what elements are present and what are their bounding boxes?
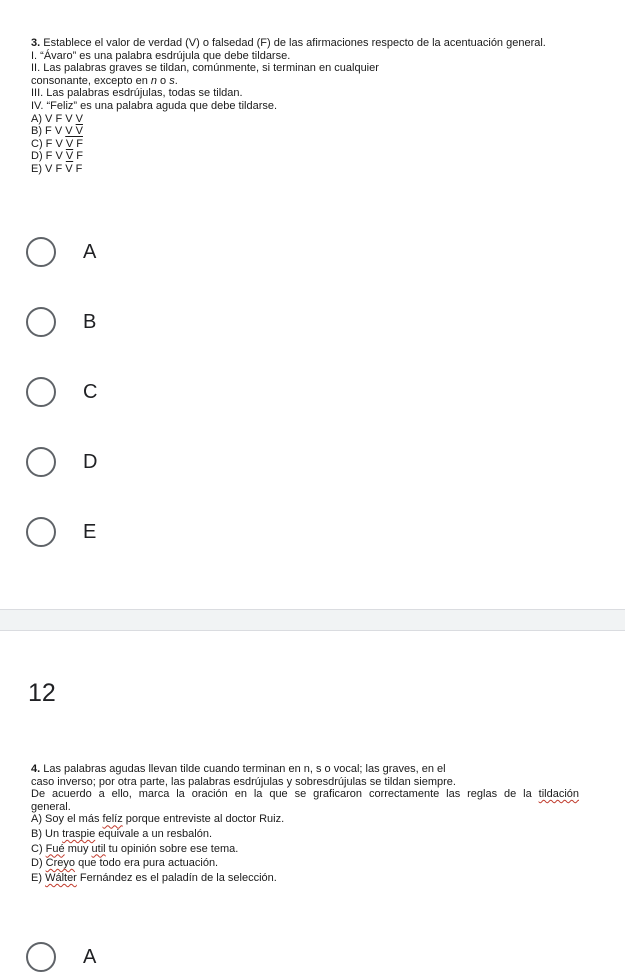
choice-e-text: E) V F V F bbox=[31, 162, 83, 175]
choice-e-text: E) Wálter Fernández es el paladín de la selección. bbox=[31, 871, 277, 884]
choice-a-text: A) V F V V bbox=[31, 112, 83, 125]
radio-option-a[interactable] bbox=[26, 939, 96, 975]
question-line: De acuerdo a ello, marca la oración en la que se graficaron correctamente las reglas de la tildación bbox=[31, 788, 579, 801]
card-divider bbox=[0, 609, 625, 631]
question-number-inline: 4. bbox=[31, 763, 41, 775]
question-text bbox=[31, 37, 591, 176]
radio-option-a[interactable] bbox=[26, 234, 96, 270]
question-stem: Establece el valor de verdad (V) o falsedad (F) de las afirmaciones respecto de la acentuación general. bbox=[43, 37, 546, 49]
choice-d-text: D) Creyo que todo era pura actuación. bbox=[31, 857, 219, 870]
option-label: A bbox=[83, 945, 97, 968]
choice-c-text: C) Fué muy util tu opinión sobre ese tema. bbox=[31, 842, 239, 855]
question-stem: Las palabras agudas llevan tilde cuando terminan en n, s o vocal; las graves, en el bbox=[43, 763, 446, 775]
radio-option-d[interactable] bbox=[26, 444, 97, 480]
radio-circle[interactable] bbox=[26, 942, 56, 972]
option-label: E bbox=[83, 520, 97, 543]
radio-circle[interactable] bbox=[26, 237, 56, 267]
question-text bbox=[31, 763, 579, 884]
radio-circle[interactable] bbox=[26, 377, 56, 407]
question-line bbox=[31, 763, 579, 776]
choice-d-text: D) F V V F bbox=[31, 150, 83, 163]
radio-option-c[interactable] bbox=[26, 374, 97, 410]
radio-circle[interactable] bbox=[26, 307, 56, 337]
radio-circle[interactable] bbox=[26, 447, 56, 477]
choice-a-text: A) Soy el más felíz porque entreviste al doctor Ruiz. bbox=[31, 813, 285, 826]
statement-4: IV. “Feliz” es una palabra aguda que debe tildarse. bbox=[31, 99, 278, 112]
question-line: caso inverso; por otra parte, las palabras esdrújulas y sobresdrújulas se tildan siempre. bbox=[31, 775, 456, 788]
statement-1: I. “Ávaro” es una palabra esdrújula que debe tildarse. bbox=[31, 49, 291, 62]
option-label: B bbox=[83, 310, 97, 333]
choice-b-text: B) F V V V bbox=[31, 125, 83, 138]
question-line: general. bbox=[31, 800, 71, 813]
statement-2-cont: consonante, excepto en n o s. bbox=[31, 74, 178, 87]
choice-c-text: C) F V V F bbox=[31, 137, 83, 150]
question-line bbox=[31, 37, 591, 50]
question-number: 12 bbox=[28, 679, 56, 707]
radio-circle[interactable] bbox=[26, 517, 56, 547]
radio-option-b[interactable] bbox=[26, 304, 96, 340]
option-label: C bbox=[83, 380, 98, 403]
statement-2: II. Las palabras graves se tildan, comúnmente, si terminan en cualquier bbox=[31, 62, 379, 75]
option-label: A bbox=[83, 240, 97, 263]
choice-b-text: B) Un traspie equivale a un resbalón. bbox=[31, 827, 213, 840]
option-label: D bbox=[83, 450, 98, 473]
statement-3: III. Las palabras esdrújulas, todas se tildan. bbox=[31, 87, 243, 100]
radio-option-e[interactable] bbox=[26, 514, 96, 550]
question-number-inline: 3. bbox=[31, 37, 41, 49]
